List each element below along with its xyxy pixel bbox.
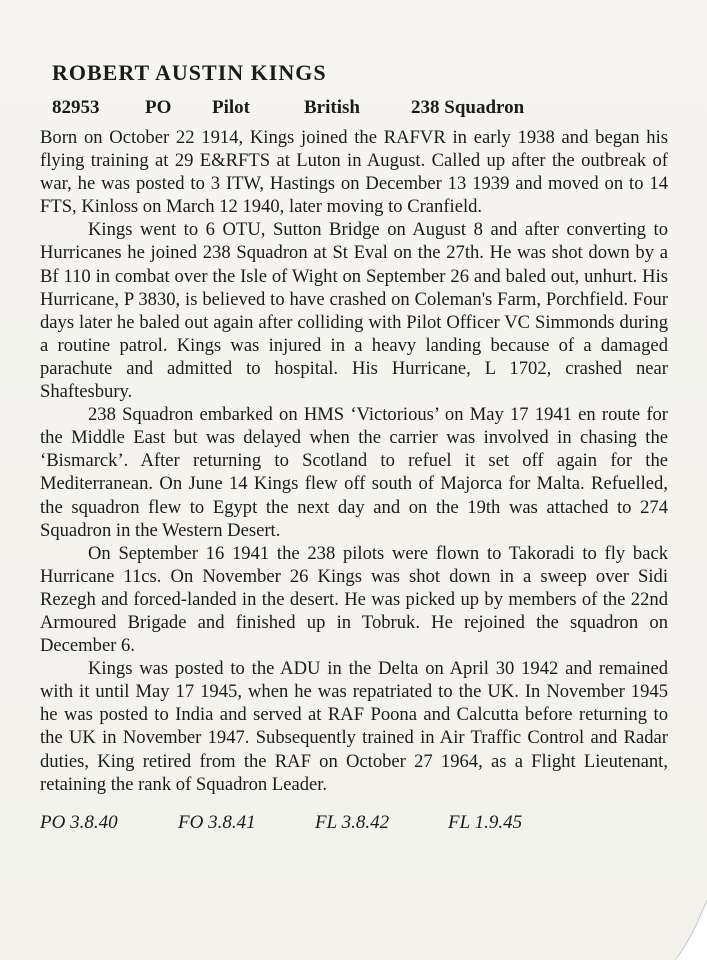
nationality: British	[304, 97, 360, 118]
rank-date: FL 3.8.42	[315, 811, 390, 833]
biography-entry	[40, 60, 668, 834]
role: Pilot	[212, 97, 250, 118]
page-corner-curl	[671, 900, 707, 960]
rank-date: FO 3.8.41	[178, 811, 256, 833]
biography-text	[40, 126, 668, 796]
paragraph: Kings went to 6 OTU, Sutton Bridge on August 8 and after converting to Hurricanes he joined 238 Squadron at St Eval on the 27th. He was shot down by a Bf 110 in combat over the Isle of Wight on September 26 and baled out, unhurt. His Hurricane, P 3830, is believed to have crashed on Coleman's Farm, Porchfield. Four days later he baled out again after colliding with Pilot Officer VC Simmonds during a routine patrol. Kings was injured in a heavy landing because of a damaged parachute and admitted to hospital. His Hurricane, L 1702, crashed near Shaftesbury.	[40, 219, 668, 403]
service-details	[52, 96, 668, 120]
paragraph: Born on October 22 1914, Kings joined the RAFVR in early 1938 and began his flying training at 29 E&RFTS at Luton in August. Called up after the outbreak of war, he was posted to 3 ITW, Hastings on December 13 1939 and moved on to 14 FTS, Kinloss on March 12 1940, later moving to Cranfield.	[40, 127, 668, 218]
paragraph: Kings was posted to the ADU in the Delta on April 30 1942 and remained with it until May 17 1945, when he was repatriated to the UK. In November 1945 he was posted to India and served at RAF Poona and Calcutta before returning to the UK in November 1947. Subsequently trained in Air Traffic Control and Radar duties, King retired from the RAF on October 27 1964, as a Flight Lieutenant, retaining the rank of Squadron Leader.	[40, 658, 668, 795]
rank-date: PO 3.8.40	[40, 811, 118, 833]
person-name: ROBERT AUSTIN KINGS	[52, 60, 327, 85]
service-number: 82953	[52, 97, 100, 118]
paragraph: On September 16 1941 the 238 pilots were flown to Takoradi to fly back Hurricane 11cs. On November 26 Kings was shot down in a sweep over Sidi Rezegh and forced-landed in the desert. He was picked up by members of the 22nd Armoured Brigade and finished up in Tobruk. He rejoined the squadron on December 6.	[40, 542, 668, 657]
squadron: 238 Squadron	[411, 97, 525, 118]
rank-date: FL 1.9.45	[448, 811, 523, 833]
rank-history	[40, 812, 668, 834]
paragraph: 238 Squadron embarked on HMS ‘Victorious’ on May 17 1941 en route for the Middle East but was delayed when the carrier was involved in chasing the ‘Bismarck’. After returning to Scotland to refuel it set off again for the Mediterranean. On June 14 Kings flew off south of Majorca for Malta. Refuelled, the squadron flew to Egypt the next day and on the 19th was attached to 274 Squadron in the Western Desert.	[40, 404, 668, 541]
rank: PO	[145, 97, 172, 118]
